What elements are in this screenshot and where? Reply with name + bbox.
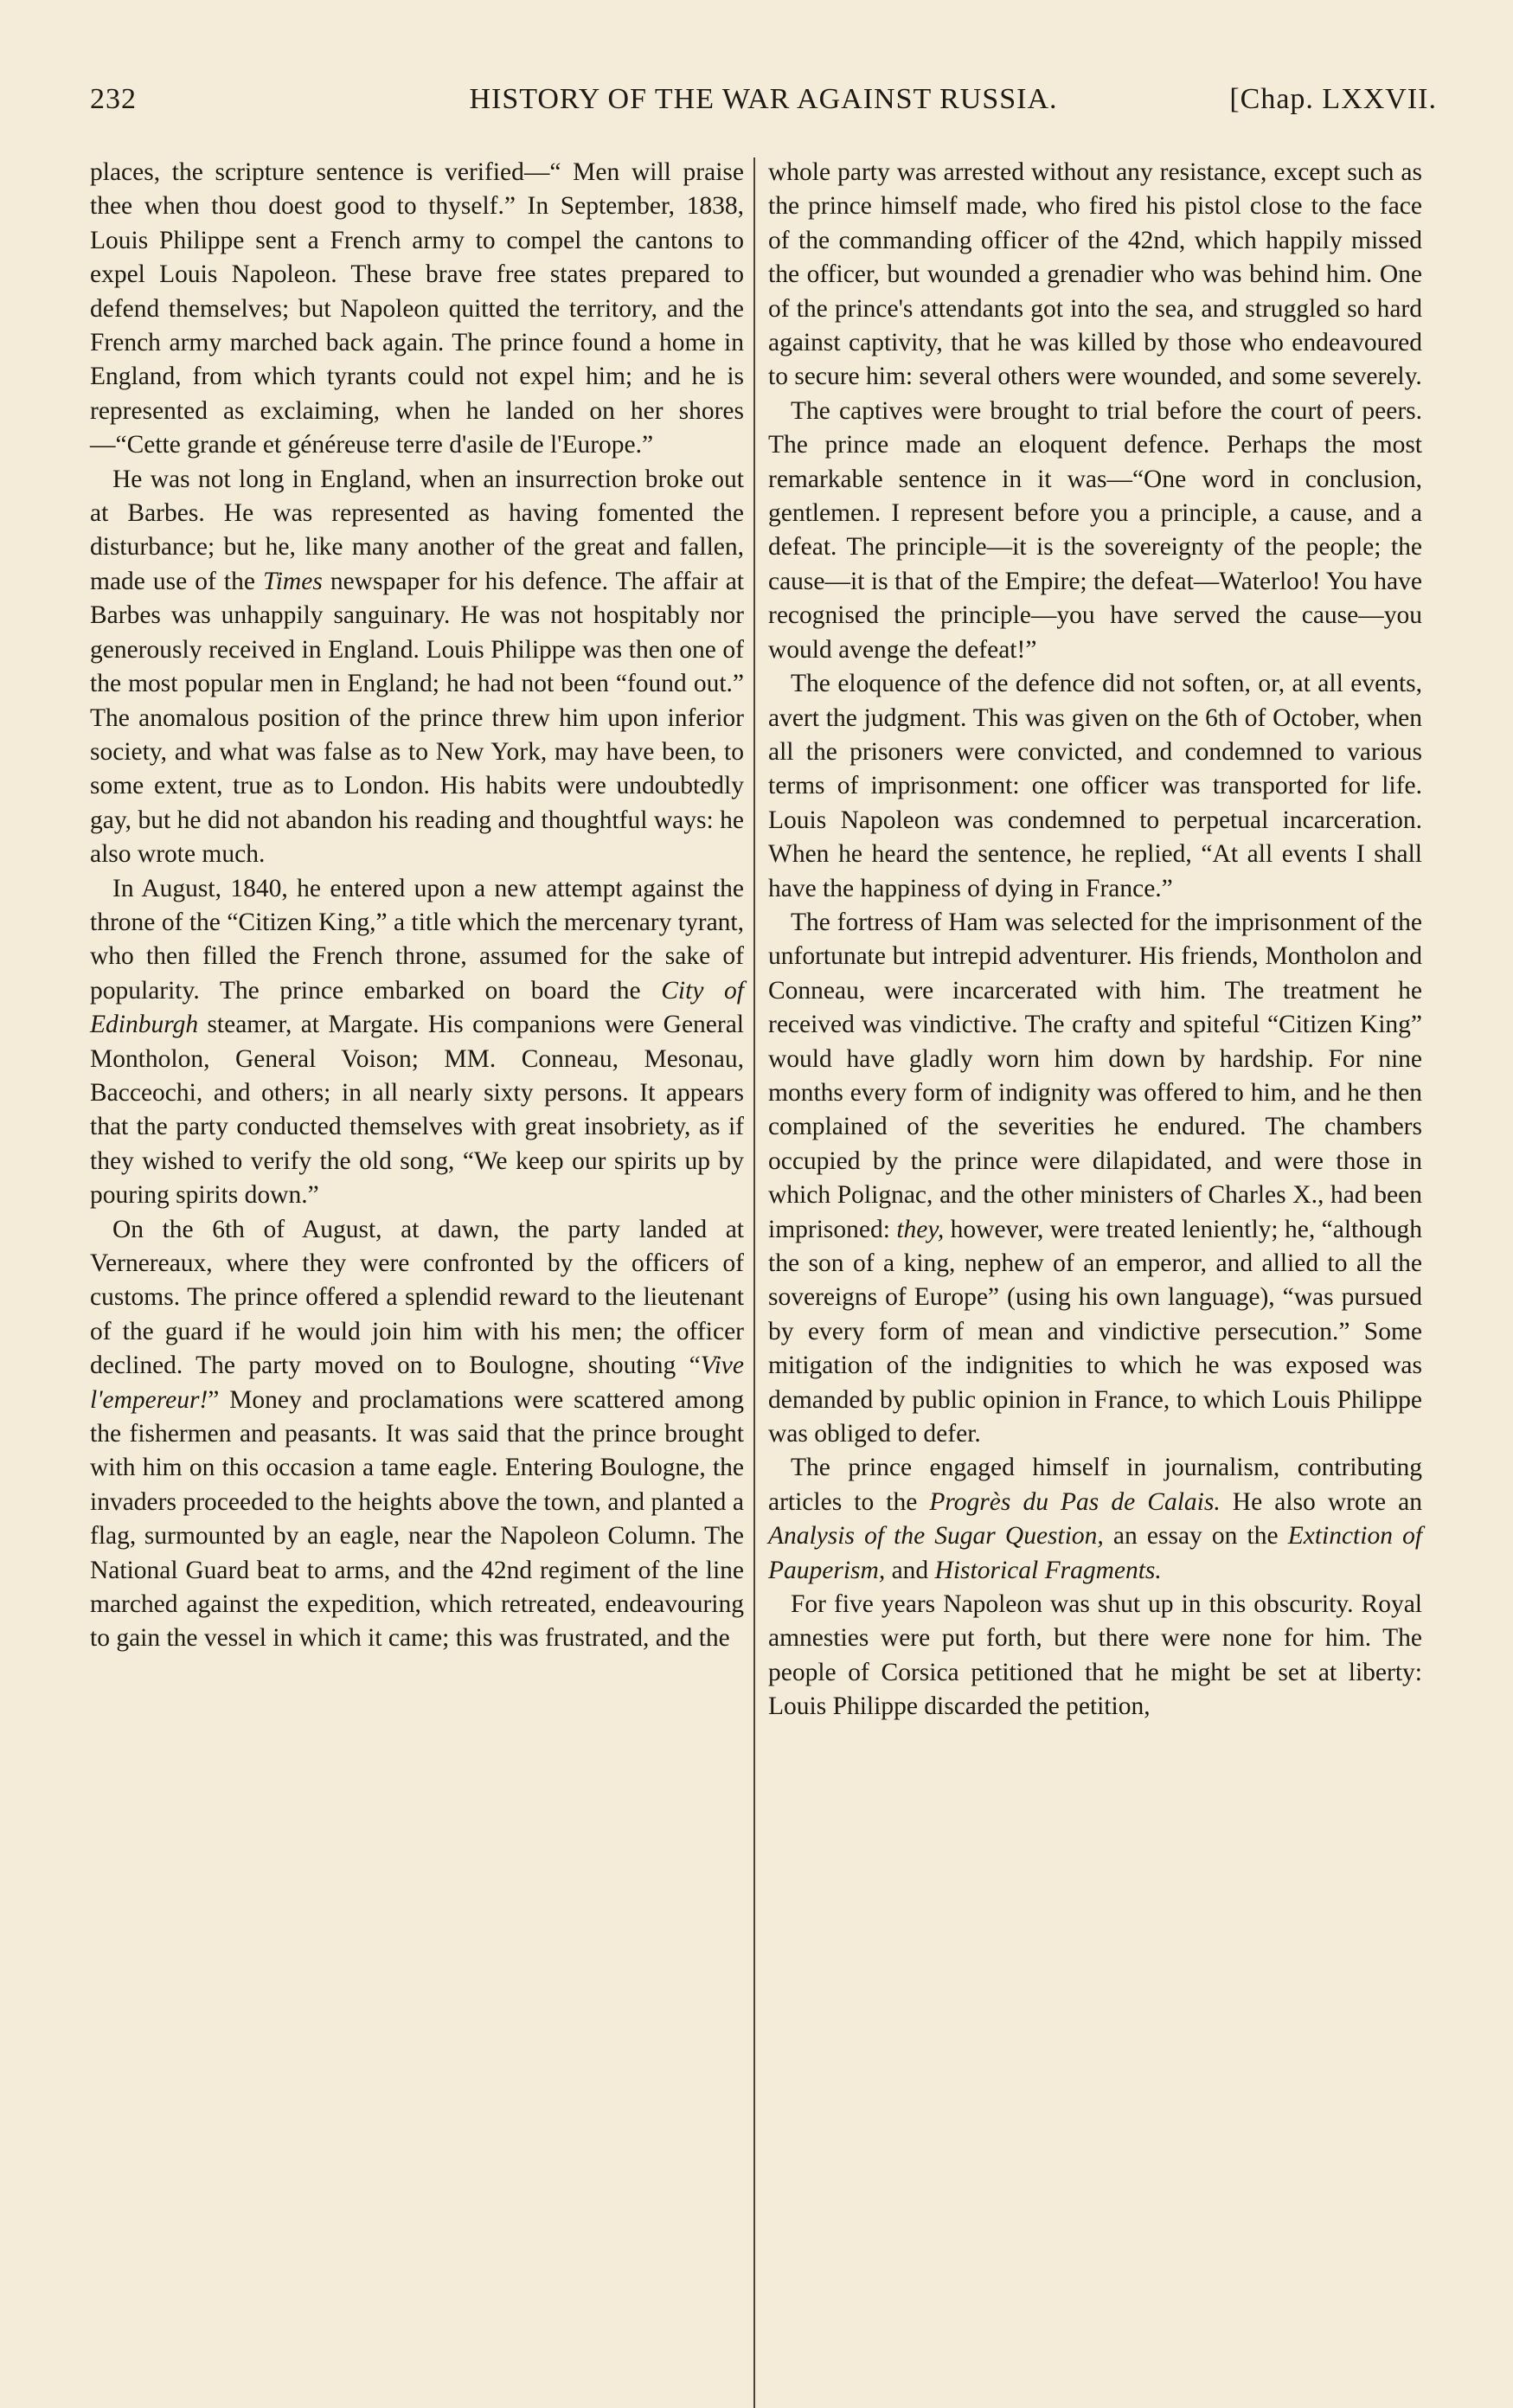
column-divider [753, 157, 755, 2408]
paragraph: The eloquence of the defence did not soften, or, at all events, avert the judgment. This was given on the 6th of October, when all the prisoners were convicted, and condemned to various terms of imprisonment: one officer was transported for life. Louis Napoleon was condemned to perpetual incarceration. When he heard the sentence, he replied, “At all events I shall have the happiness of dying in France.” [768, 670, 1422, 902]
paragraph: The prince engaged himself in journalism, contributing articles to the Progrès du Pas de Calais. He also wrote an Analysis of the Sugar Question, an essay on the Extinction of Pauperism, and Historical Fragments. [768, 1454, 1423, 1584]
paragraph: He was not long in England, when an insurrection broke out at Barbes. He was represented as having fomented the disturbance; but he, like many another of the great and fallen, made use of the Times newspaper for his defence. The affair at Barbes was unhappily sanguinary. He was not hospitably nor generously received in England. Louis Philippe was then one of the most popular men in England; he had not been “found out.” The anomalous position of the prince threw him upon inferior society, and what was false as to New York, may have been, to some extent, true as to London. His habits were undoubtedly gay, but he did not abandon his reading and thoughtful ways: he also wrote much. [90, 465, 744, 869]
paragraph: The fortress of Ham was selected for the imprisonment of the unfortunate but intrepid adventurer. His friends, Montholon and Conneau, were incarcerated with him. The treatment he received was vindictive. The crafty and spiteful “Citizen King” would have gladly worn him down by hardship. For nine months every form of indignity was offered to him, and he then complained of the severities he endured. The chambers occupied by the prince were dilapidated, and were those in which Polignac, and the other ministers of Charles X., had been imprisoned: they, however, were treated leniently; he, “although the son of a king, nephew of an emperor, and allied to all the sovereigns of Europe” (using his own language), “was pursued by every form of mean and vindictive persecution.” Some mitigation of the indignities to which he was exposed was demanded by public opinion in France, to which Louis Philippe was obliged to defer. [768, 908, 1422, 1448]
paragraph: whole party was arrested without any resistance, except such as the prince himself made, who fired his pistol close to the face of the commanding officer of the 42nd, which happily missed the officer, but wounded a grenadier who was behind him. One of the prince's attendants got into the sea, and struggled so hard against captivity, that he was killed by those who endeavoured to secure him: several others were wounded, and some severely. [768, 158, 1422, 391]
running-header [90, 83, 1437, 135]
right-column [768, 156, 1422, 1724]
paragraph: The captives were brought to trial before the court of peers. The prince made an eloquent defence. Perhaps the most remarkable sentence in it was—“One word in conclusion, gentlemen. I represent before you a principle, a cause, and a defeat. The principle—it is the sovereignty of the people; the cause—it is that of the Empire; the defeat—Waterloo! You have recognised the principle—you have served the cause—you would avenge the defeat!” [768, 396, 1422, 664]
paragraph: For five years Napoleon was shut up in this obscurity. Royal amnesties were put forth, but there were none for him. The people of Corsica petitioned that he might be set at liberty: Louis Philippe discarded the petition, [768, 1590, 1422, 1721]
chapter-label: [Chap. LXXVII. [1229, 83, 1437, 115]
paragraph: places, the scripture sentence is verified—“ Men will praise thee when thou doest good to thyself.” In September, 1838, Louis Philippe sent a French army to compel the cantons to expel Louis Napoleon. These brave free states prepared to defend themselves; but Napoleon quitted the territory, and the French army marched back again. The prince found a home in England, from which tyrants could not expel him; and he is represented as exclaiming, when he landed on her shores—“Cette grande et généreuse terre d'asile de l'Europe.” [90, 158, 744, 459]
paragraph: On the 6th of August, at dawn, the party landed at Vernereaux, where they were confronted by the officers of customs. The prince offered a splendid reward to the lieutenant of the guard if he would join him with his men; the officer declined. The party moved on to Boulogne, shouting “Vive l'empereur!” Money and proclamations were scattered among the fishermen and peasants. It was said that the prince brought with him on this occasion a tame eagle. Entering Boulogne, the invaders proceeded to the heights above the town, and planted a flag, surmounted by an eagle, near the Napoleon Column. The National Guard beat to arms, and the 42nd regiment of the line marched against the expedition, which retreated, endeavouring to gain the vessel in which it came; this was frustrated, and the [90, 1215, 744, 1653]
running-title: HISTORY OF THE WAR AGAINST RUSSIA. [469, 83, 1058, 115]
left-column [90, 156, 744, 1656]
page-number: 232 [90, 83, 137, 115]
paragraph: In August, 1840, he entered upon a new attempt against the throne of the “Citizen King,” a title which the mercenary tyrant, who then filled the French throne, assumed for the sake of popularity. The prince embarked on board the City of Edinburgh steamer, at Margate. His companions were General Montholon, General Voison; MM. Conneau, Mesonau, Bacceochi, and others; in all nearly sixty persons. It appears that the party conducted themselves with great insobriety, as if they wished to verify the old song, “We keep our spirits up by pouring spirits down.” [90, 874, 744, 1210]
